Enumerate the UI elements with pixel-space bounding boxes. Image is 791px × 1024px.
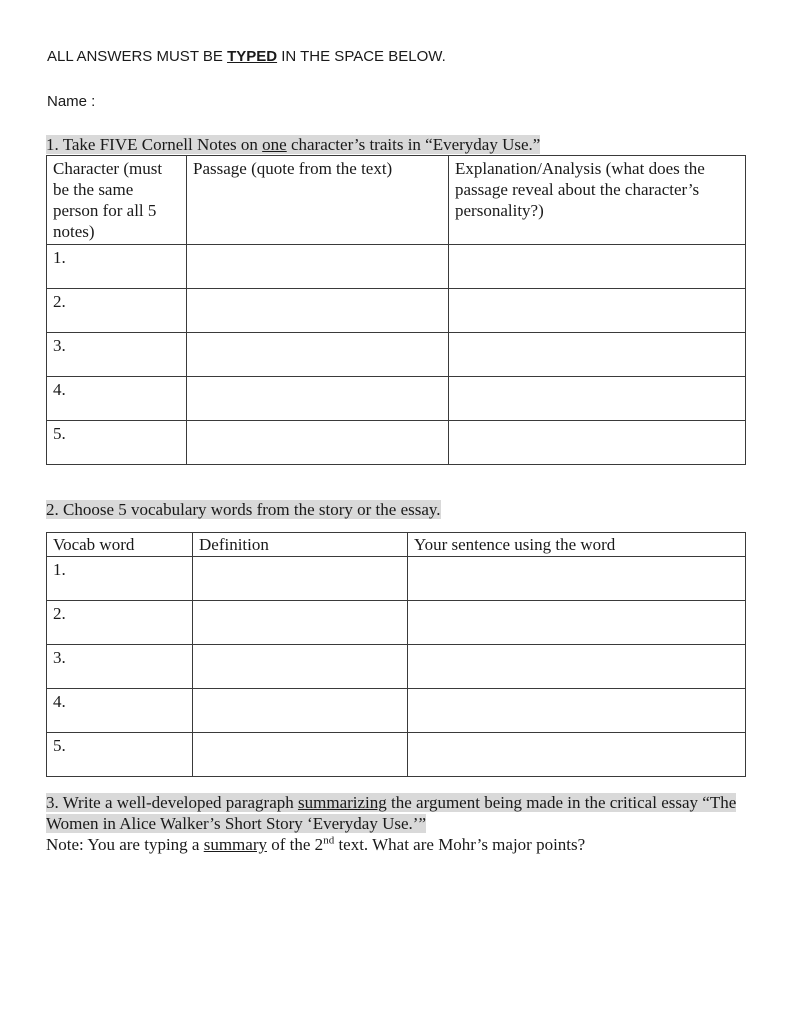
instruction-text-post: IN THE SPACE BELOW. (277, 48, 446, 65)
explanation-cell[interactable] (449, 289, 746, 333)
row-number-cell[interactable]: 4. (47, 689, 193, 733)
table-header-row (47, 533, 746, 557)
column-header-definition: Definition (193, 533, 408, 557)
passage-cell[interactable] (187, 377, 449, 421)
table-row (47, 421, 746, 465)
table-row (47, 377, 746, 421)
sentence-cell[interactable] (408, 733, 746, 777)
definition-cell[interactable] (193, 645, 408, 689)
note-emphasis: summary (203, 835, 267, 854)
row-number-cell[interactable]: 3. (47, 333, 187, 377)
vocab-table (46, 532, 746, 777)
table-row (47, 689, 746, 733)
q1-prompt-pre: 1. Take FIVE Cornell Notes on (46, 135, 263, 154)
explanation-cell[interactable] (449, 333, 746, 377)
row-number-cell[interactable]: 1. (47, 245, 187, 289)
explanation-cell[interactable] (449, 245, 746, 289)
row-number-cell[interactable]: 4. (47, 377, 187, 421)
column-header-explanation: Explanation/Analysis (what does the passage reveal about the character’s personality?) (449, 156, 746, 245)
passage-cell[interactable] (187, 245, 449, 289)
row-number-cell[interactable]: 2. (47, 601, 193, 645)
row-number-cell[interactable]: 5. (47, 421, 187, 465)
note-superscript: nd (323, 834, 335, 847)
question-3-note (46, 834, 585, 855)
table-header-row (47, 156, 746, 245)
question-2-prompt (46, 499, 441, 520)
table-row (47, 333, 746, 377)
q1-prompt-post: character’s traits in “Everyday Use.” (286, 135, 541, 154)
question-1-prompt (46, 134, 540, 155)
note-mid: of the 2 (267, 835, 324, 854)
q2-prompt-text: 2. Choose 5 vocabulary words from the story or the essay. (46, 500, 441, 519)
row-number-cell[interactable]: 5. (47, 733, 193, 777)
sentence-cell[interactable] (408, 601, 746, 645)
explanation-cell[interactable] (449, 377, 746, 421)
note-post: text. What are Mohr’s major points? (334, 835, 586, 854)
instruction-emphasis: TYPED (227, 48, 278, 65)
row-number-cell[interactable]: 3. (47, 645, 193, 689)
name-label: Name : (47, 93, 96, 110)
sentence-cell[interactable] (408, 645, 746, 689)
definition-cell[interactable] (193, 557, 408, 601)
explanation-cell[interactable] (449, 421, 746, 465)
row-number-cell[interactable]: 1. (47, 557, 193, 601)
column-header-character: Character (must be the same person for all 5 notes) (47, 156, 187, 245)
definition-cell[interactable] (193, 733, 408, 777)
note-pre: Note: You are typing a (46, 835, 204, 854)
passage-cell[interactable] (187, 333, 449, 377)
definition-cell[interactable] (193, 689, 408, 733)
cornell-notes-table (46, 155, 746, 465)
passage-cell[interactable] (187, 421, 449, 465)
column-header-passage: Passage (quote from the text) (187, 156, 449, 245)
column-header-sentence: Your sentence using the word (408, 533, 746, 557)
sentence-cell[interactable] (408, 689, 746, 733)
table-row (47, 245, 746, 289)
table-row (47, 289, 746, 333)
definition-cell[interactable] (193, 601, 408, 645)
table-row (47, 733, 746, 777)
q3-prompt-pre: 3. Write a well-developed paragraph (46, 793, 299, 812)
instruction-text-pre: ALL ANSWERS MUST BE (47, 48, 228, 65)
table-row (47, 601, 746, 645)
question-3-prompt (46, 792, 756, 834)
q1-prompt-emphasis: one (262, 135, 287, 154)
sentence-cell[interactable] (408, 557, 746, 601)
passage-cell[interactable] (187, 289, 449, 333)
q3-prompt-post: the argument being made in the critical essay “The Women in Alice Walker’s Short Story ‘Everyday Use.’” (46, 793, 737, 833)
column-header-vocab-word: Vocab word (47, 533, 193, 557)
instruction-line (47, 48, 446, 65)
table-row (47, 645, 746, 689)
q3-prompt-emphasis: summarizing (298, 793, 387, 812)
row-number-cell[interactable]: 2. (47, 289, 187, 333)
table-row (47, 557, 746, 601)
